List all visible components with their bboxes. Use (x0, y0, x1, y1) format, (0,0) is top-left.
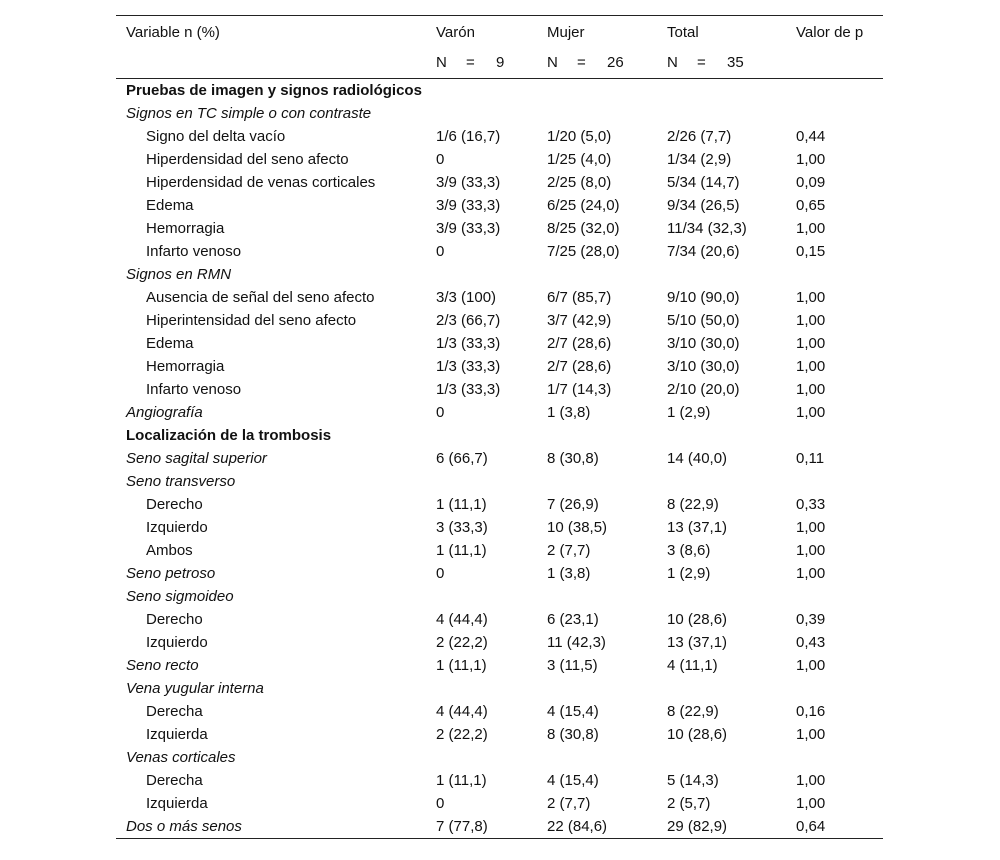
cell-female: 22 (84,6) (547, 818, 608, 835)
row-label: Seno transverso (126, 473, 236, 490)
cell-total: 13 (37,1) (667, 519, 728, 536)
row-label: Seno recto (126, 657, 199, 674)
cell-total: 2/10 (20,0) (667, 381, 740, 398)
section-row (116, 79, 883, 102)
cell-total: 5/34 (14,7) (667, 174, 740, 191)
header-total: Total (667, 24, 699, 41)
cell-male: 1 (11,1) (436, 496, 487, 513)
row-label: Edema (146, 335, 194, 352)
row-label: Hemorragia (146, 220, 225, 237)
cell-pvalue: 1,00 (796, 772, 826, 789)
table-row (116, 148, 883, 171)
row-label: Dos o más senos (126, 818, 242, 835)
cell-male: 1 (11,1) (436, 542, 487, 559)
group-row (116, 470, 883, 493)
cell-total: 1/34 (2,9) (667, 151, 732, 168)
cell-pvalue: 1,00 (796, 519, 826, 536)
cell-pvalue: 1,00 (796, 335, 826, 352)
cell-pvalue: 1,00 (796, 657, 826, 674)
cell-female: 2/7 (28,6) (547, 335, 612, 352)
group-row (116, 447, 883, 470)
cell-female: 2/25 (8,0) (547, 174, 612, 191)
cell-pvalue: 1,00 (796, 542, 826, 559)
group-row (116, 585, 883, 608)
n-female: N = 26 (547, 54, 624, 71)
cell-total: 1 (2,9) (667, 404, 711, 421)
cell-male: 0 (436, 243, 445, 260)
cell-total: 9/10 (90,0) (667, 289, 740, 306)
table-row (116, 723, 883, 746)
row-label: Vena yugular interna (126, 680, 264, 697)
cell-male: 0 (436, 151, 445, 168)
group-row (116, 677, 883, 700)
n-male: N = 9 (436, 54, 505, 71)
table-body (116, 79, 883, 838)
cell-male: 1/6 (16,7) (436, 128, 501, 145)
table-row (116, 539, 883, 562)
cell-total: 1 (2,9) (667, 565, 711, 582)
cell-male: 2 (22,2) (436, 726, 488, 743)
cell-female: 3 (11,5) (547, 657, 598, 674)
table-row (116, 769, 883, 792)
cell-total: 29 (82,9) (667, 818, 728, 835)
row-label: Derecha (146, 703, 203, 720)
header-variable: Variable n (%) (126, 24, 220, 41)
cell-male: 0 (436, 404, 445, 421)
cell-female: 2 (7,7) (547, 795, 591, 812)
table-row (116, 240, 883, 263)
cell-female: 8 (30,8) (547, 726, 599, 743)
cell-male: 2/3 (66,7) (436, 312, 501, 329)
group-row (116, 562, 883, 585)
cell-female: 1 (3,8) (547, 404, 591, 421)
cell-pvalue: 0,44 (796, 128, 826, 145)
cell-pvalue: 0,39 (796, 611, 826, 628)
bottom-rule (116, 838, 883, 839)
cell-female: 1/25 (4,0) (547, 151, 612, 168)
cell-pvalue: 0,64 (796, 818, 826, 835)
cell-female: 1/7 (14,3) (547, 381, 612, 398)
cell-pvalue: 1,00 (796, 381, 826, 398)
row-label: Signos en RMN (126, 266, 232, 283)
cell-male: 1 (11,1) (436, 657, 487, 674)
row-label: Izquierdo (146, 634, 208, 651)
cell-male: 4 (44,4) (436, 703, 488, 720)
cell-pvalue: 1,00 (796, 220, 826, 237)
cell-pvalue: 1,00 (796, 289, 826, 306)
cell-total: 14 (40,0) (667, 450, 728, 467)
cell-female: 1 (3,8) (547, 565, 591, 582)
cell-total: 4 (11,1) (667, 657, 718, 674)
cell-male: 6 (66,7) (436, 450, 488, 467)
row-label: Izquierda (146, 726, 208, 743)
cell-male: 3/9 (33,3) (436, 220, 501, 237)
group-row (116, 102, 883, 125)
row-label: Edema (146, 197, 194, 214)
cell-male: 3/9 (33,3) (436, 174, 501, 191)
table-row (116, 217, 883, 240)
cell-total: 3 (8,6) (667, 542, 711, 559)
group-row (116, 654, 883, 677)
cell-male: 1/3 (33,3) (436, 358, 501, 375)
cell-total: 5 (14,3) (667, 772, 719, 789)
table-row (116, 608, 883, 631)
cell-total: 9/34 (26,5) (667, 197, 740, 214)
cell-male: 3/9 (33,3) (436, 197, 501, 214)
cell-male: 1 (11,1) (436, 772, 487, 789)
row-label: Izquierda (146, 795, 208, 812)
cell-total: 2/26 (7,7) (667, 128, 732, 145)
cell-total: 10 (28,6) (667, 611, 728, 628)
cell-female: 1/20 (5,0) (547, 128, 612, 145)
row-label: Hemorragia (146, 358, 225, 375)
cell-pvalue: 1,00 (796, 795, 826, 812)
cell-female: 11 (42,3) (547, 634, 606, 651)
cell-pvalue: 1,00 (796, 404, 826, 421)
cell-total: 2 (5,7) (667, 795, 711, 812)
cell-total: 5/10 (50,0) (667, 312, 740, 329)
cell-total: 7/34 (20,6) (667, 243, 740, 260)
cell-female: 8/25 (32,0) (547, 220, 620, 237)
cell-total: 8 (22,9) (667, 496, 719, 513)
cell-male: 2 (22,2) (436, 634, 488, 651)
row-label: Seno sigmoideo (126, 588, 234, 605)
cell-total: 10 (28,6) (667, 726, 728, 743)
group-row (116, 263, 883, 286)
cell-pvalue: 0,15 (796, 243, 826, 260)
header-female: Mujer (547, 24, 585, 41)
row-label: Izquierdo (146, 519, 208, 536)
cell-pvalue: 0,16 (796, 703, 826, 720)
row-label: Hiperdensidad del seno afecto (146, 151, 349, 168)
cell-female: 4 (15,4) (547, 703, 599, 720)
header-pvalue: Valor de p (796, 24, 864, 41)
cell-total: 8 (22,9) (667, 703, 719, 720)
cell-female: 6/25 (24,0) (547, 197, 620, 214)
row-label: Venas corticales (126, 749, 236, 766)
cell-male: 7 (77,8) (436, 818, 488, 835)
table-row (116, 516, 883, 539)
cell-female: 7 (26,9) (547, 496, 599, 513)
cell-male: 4 (44,4) (436, 611, 488, 628)
cell-female: 10 (38,5) (547, 519, 608, 536)
row-label: Hiperdensidad de venas corticales (146, 174, 376, 191)
header-row (116, 16, 883, 47)
cell-pvalue: 0,09 (796, 174, 826, 191)
group-row (116, 815, 883, 838)
cell-female: 3/7 (42,9) (547, 312, 612, 329)
cell-total: 11/34 (32,3) (667, 220, 747, 237)
cell-male: 1/3 (33,3) (436, 381, 501, 398)
data-table (116, 15, 883, 839)
cell-pvalue: 0,11 (796, 450, 825, 467)
table-row (116, 332, 883, 355)
header-male: Varón (436, 24, 475, 41)
n-total: N = 35 (667, 54, 744, 71)
table-row (116, 171, 883, 194)
row-label: Infarto venoso (146, 243, 242, 260)
cell-total: 3/10 (30,0) (667, 335, 740, 352)
row-label: Derecho (146, 611, 203, 628)
section-row (116, 424, 883, 447)
cell-pvalue: 0,33 (796, 496, 826, 513)
cell-pvalue: 0,65 (796, 197, 826, 214)
row-label: Ausencia de señal del seno afecto (146, 289, 375, 306)
row-label: Ambos (146, 542, 193, 559)
group-row (116, 401, 883, 424)
table-row (116, 700, 883, 723)
cell-female: 2 (7,7) (547, 542, 591, 559)
row-label: Derecho (146, 496, 203, 513)
cell-male: 3 (33,3) (436, 519, 488, 536)
cell-pvalue: 0,43 (796, 634, 826, 651)
table-row (116, 194, 883, 217)
cell-male: 0 (436, 795, 445, 812)
cell-female: 8 (30,8) (547, 450, 599, 467)
cell-pvalue: 1,00 (796, 151, 826, 168)
cell-female: 7/25 (28,0) (547, 243, 620, 260)
cell-male: 0 (436, 565, 445, 582)
row-label: Localización de la trombosis (126, 427, 332, 444)
cell-total: 13 (37,1) (667, 634, 728, 651)
table-row (116, 631, 883, 654)
cell-female: 4 (15,4) (547, 772, 599, 789)
cell-male: 3/3 (100) (436, 289, 497, 306)
header-n-row (116, 47, 883, 78)
cell-pvalue: 1,00 (796, 726, 826, 743)
table-row (116, 493, 883, 516)
table-row (116, 792, 883, 815)
table-row (116, 355, 883, 378)
row-label: Hiperintensidad del seno afecto (146, 312, 357, 329)
table-row (116, 378, 883, 401)
row-label: Derecha (146, 772, 203, 789)
cell-female: 6/7 (85,7) (547, 289, 612, 306)
row-label: Signo del delta vacío (146, 128, 286, 145)
cell-female: 6 (23,1) (547, 611, 599, 628)
cell-pvalue: 1,00 (796, 565, 826, 582)
table-row (116, 125, 883, 148)
cell-male: 1/3 (33,3) (436, 335, 501, 352)
cell-pvalue: 1,00 (796, 312, 826, 329)
row-label: Infarto venoso (146, 381, 242, 398)
row-label: Seno sagital superior (126, 450, 267, 467)
table-row (116, 309, 883, 332)
row-label: Seno petroso (126, 565, 216, 582)
cell-female: 2/7 (28,6) (547, 358, 612, 375)
group-row (116, 746, 883, 769)
row-label: Pruebas de imagen y signos radiológicos (126, 82, 422, 99)
row-label: Signos en TC simple o con contraste (126, 105, 372, 122)
row-label: Angiografía (126, 404, 203, 421)
cell-pvalue: 1,00 (796, 358, 826, 375)
cell-total: 3/10 (30,0) (667, 358, 740, 375)
table-row (116, 286, 883, 309)
